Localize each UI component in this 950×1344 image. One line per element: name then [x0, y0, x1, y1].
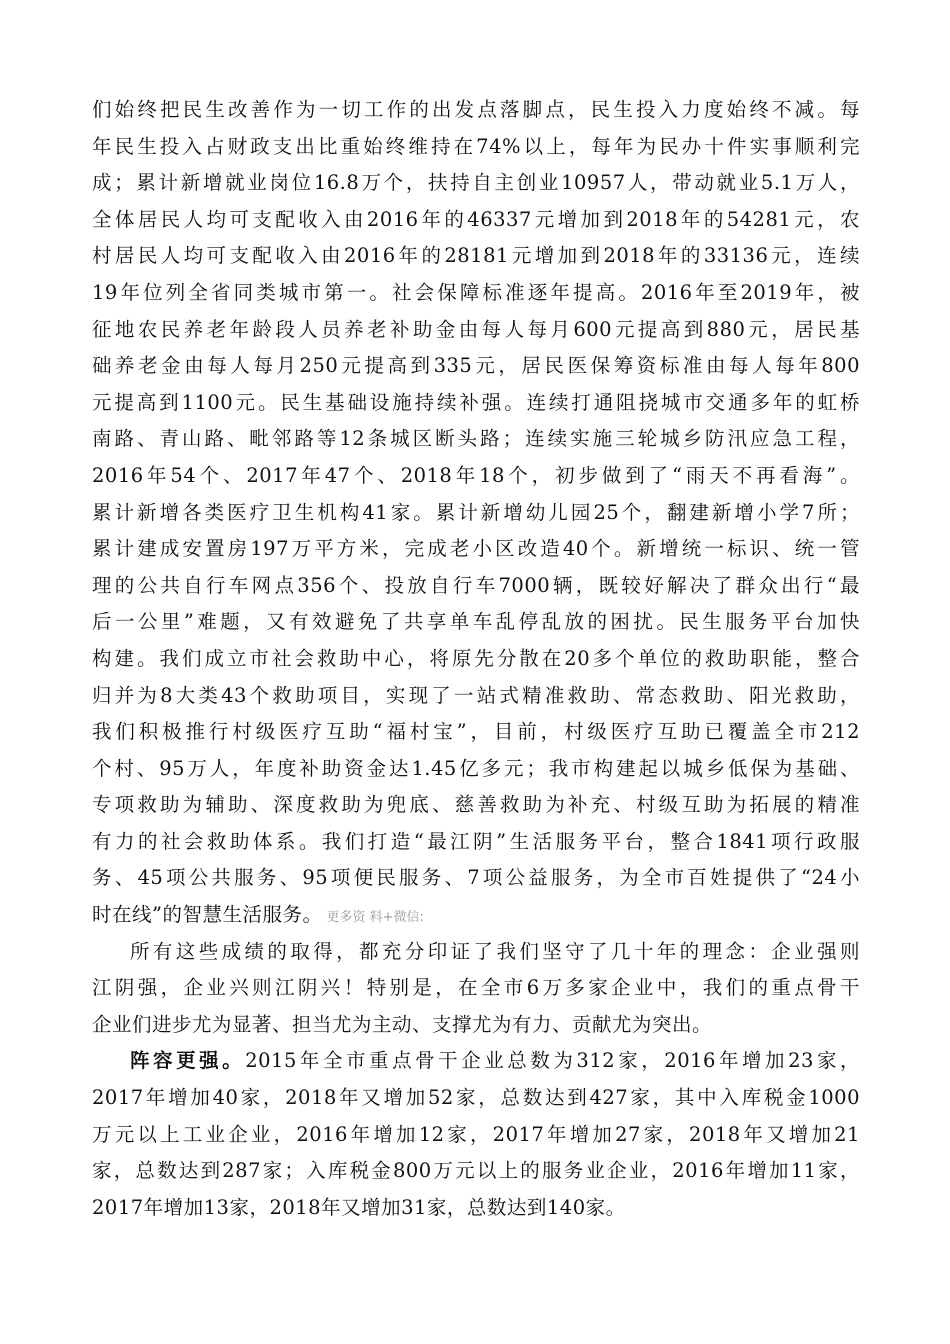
text-line: 成；累计新增就业岗位16.8万个，扶持自主创业10957人，带动就业5.1万人，: [92, 171, 860, 195]
text-line: [92, 1043, 860, 1080]
text-line: 全体居民人均可支配收入由2016年的46337元增加到2018年的54281元，农: [92, 207, 860, 231]
text-line: 元提高到1100元。民生基础设施持续补强。连续打通阻挠城市交通多年的虹桥: [92, 390, 860, 414]
text-line: 2017年增加40家，2018年又增加52家，总数达到427家，其中入库税金1000: [92, 1086, 860, 1110]
text-line: 南路、青山路、毗邻路等12条城区断头路；连续实施三轮城乡防汛应急工程，: [92, 427, 860, 451]
text-line: 归并为8大类43个救助项目，实现了一站式精准救助、常态救助、阳光救助，: [92, 683, 860, 707]
text-line: 家，总数达到287家；入库税金800万元以上的服务业企业，2016年增加11家，: [92, 1159, 860, 1183]
text-line: 万元以上工业企业，2016年增加12家，2017年增加27家，2018年又增加21: [92, 1122, 860, 1146]
text-line: 理的公共自行车网点356个、投放自行车7000辆，既较好解决了群众出行“最: [92, 573, 860, 597]
text-line-rest: 2015年全市重点骨干企业总数为312家，2016年增加23家，: [245, 1049, 860, 1073]
text-line: 村居民人均可支配收入由2016年的28181元增加到2018年的33136元，连续: [92, 244, 860, 268]
text-line-end: 时在线”的智慧生活服务。: [92, 903, 323, 927]
text-line: 础养老金由每人每月250元提高到335元，居民医保筹资标准由每人每年800: [92, 354, 860, 378]
text-line: 年民生投入占财政支出比重始终维持在74%以上，每年为民办十件实事顺利完: [92, 134, 860, 158]
paragraph-philosophy: [92, 934, 860, 1044]
paragraph-livelihood: [92, 92, 860, 934]
section-heading: 阵容更强。: [130, 1049, 246, 1073]
text-line: 累计建成安置房197万平方米，完成老小区改造40个。新增统一标识、统一管: [92, 537, 860, 561]
text-line: 2016年54个、2017年47个、2018年18个，初步做到了“雨天不再看海”。: [92, 463, 860, 487]
text-line: 江阴强，企业兴则江阴兴！特别是，在全市6万多家企业中，我们的重点骨干: [92, 976, 860, 1000]
text-line: 专项救助为辅助、深度救助为兜底、慈善救助为补充、村级互助为拓展的精准: [92, 793, 860, 817]
text-line: 2017年增加13家，2018年又增加31家，总数达到140家。: [92, 1195, 626, 1219]
paragraph-lineup: [92, 1043, 860, 1226]
text-line: 务、45项公共服务、95项便民服务、7项公益服务，为全市百姓提供了“24小: [92, 866, 860, 890]
text-line: 所有这些成绩的取得，都充分印证了我们坚守了几十年的理念：企业强则: [130, 939, 860, 963]
text-line: [92, 897, 860, 934]
text-line: 有力的社会救助体系。我们打造“最江阴”生活服务平台，整合1841项行政服: [92, 829, 860, 853]
text-line: 个村、95万人，年度补助资金达1.45亿多元；我市构建起以城乡低保为基础、: [92, 756, 860, 780]
text-line: 们始终把民生改善作为一切工作的出发点落脚点，民生投入力度始终不减。每: [92, 98, 860, 121]
text-line: 后一公里”难题，又有效避免了共享单车乱停乱放的困扰。民生服务平台加快: [92, 610, 860, 634]
text-line: 我们积极推行村级医疗互助“福村宝”，目前，村级医疗互助已覆盖全市212: [92, 720, 860, 744]
document-page: [92, 92, 860, 1226]
text-line: 企业们进步尤为显著、担当尤为主动、支撑尤为有力、贡献尤为突出。: [92, 1012, 713, 1036]
text-line: 累计新增各类医疗卫生机构41家。累计新增幼儿园25个，翻建新增小学7所；: [92, 500, 860, 524]
text-line: 19年位列全省同类城市第一。社会保障标准逐年提高。2016年至2019年，被: [92, 280, 860, 304]
text-line: 构建。我们成立市社会救助中心，将原先分散在20多个单位的救助职能，整合: [92, 646, 860, 670]
watermark-text: 更多资 料+微信:: [326, 910, 424, 926]
text-line: 征地农民养老年龄段人员养老补助金由每人每月600元提高到880元，居民基: [92, 317, 860, 341]
